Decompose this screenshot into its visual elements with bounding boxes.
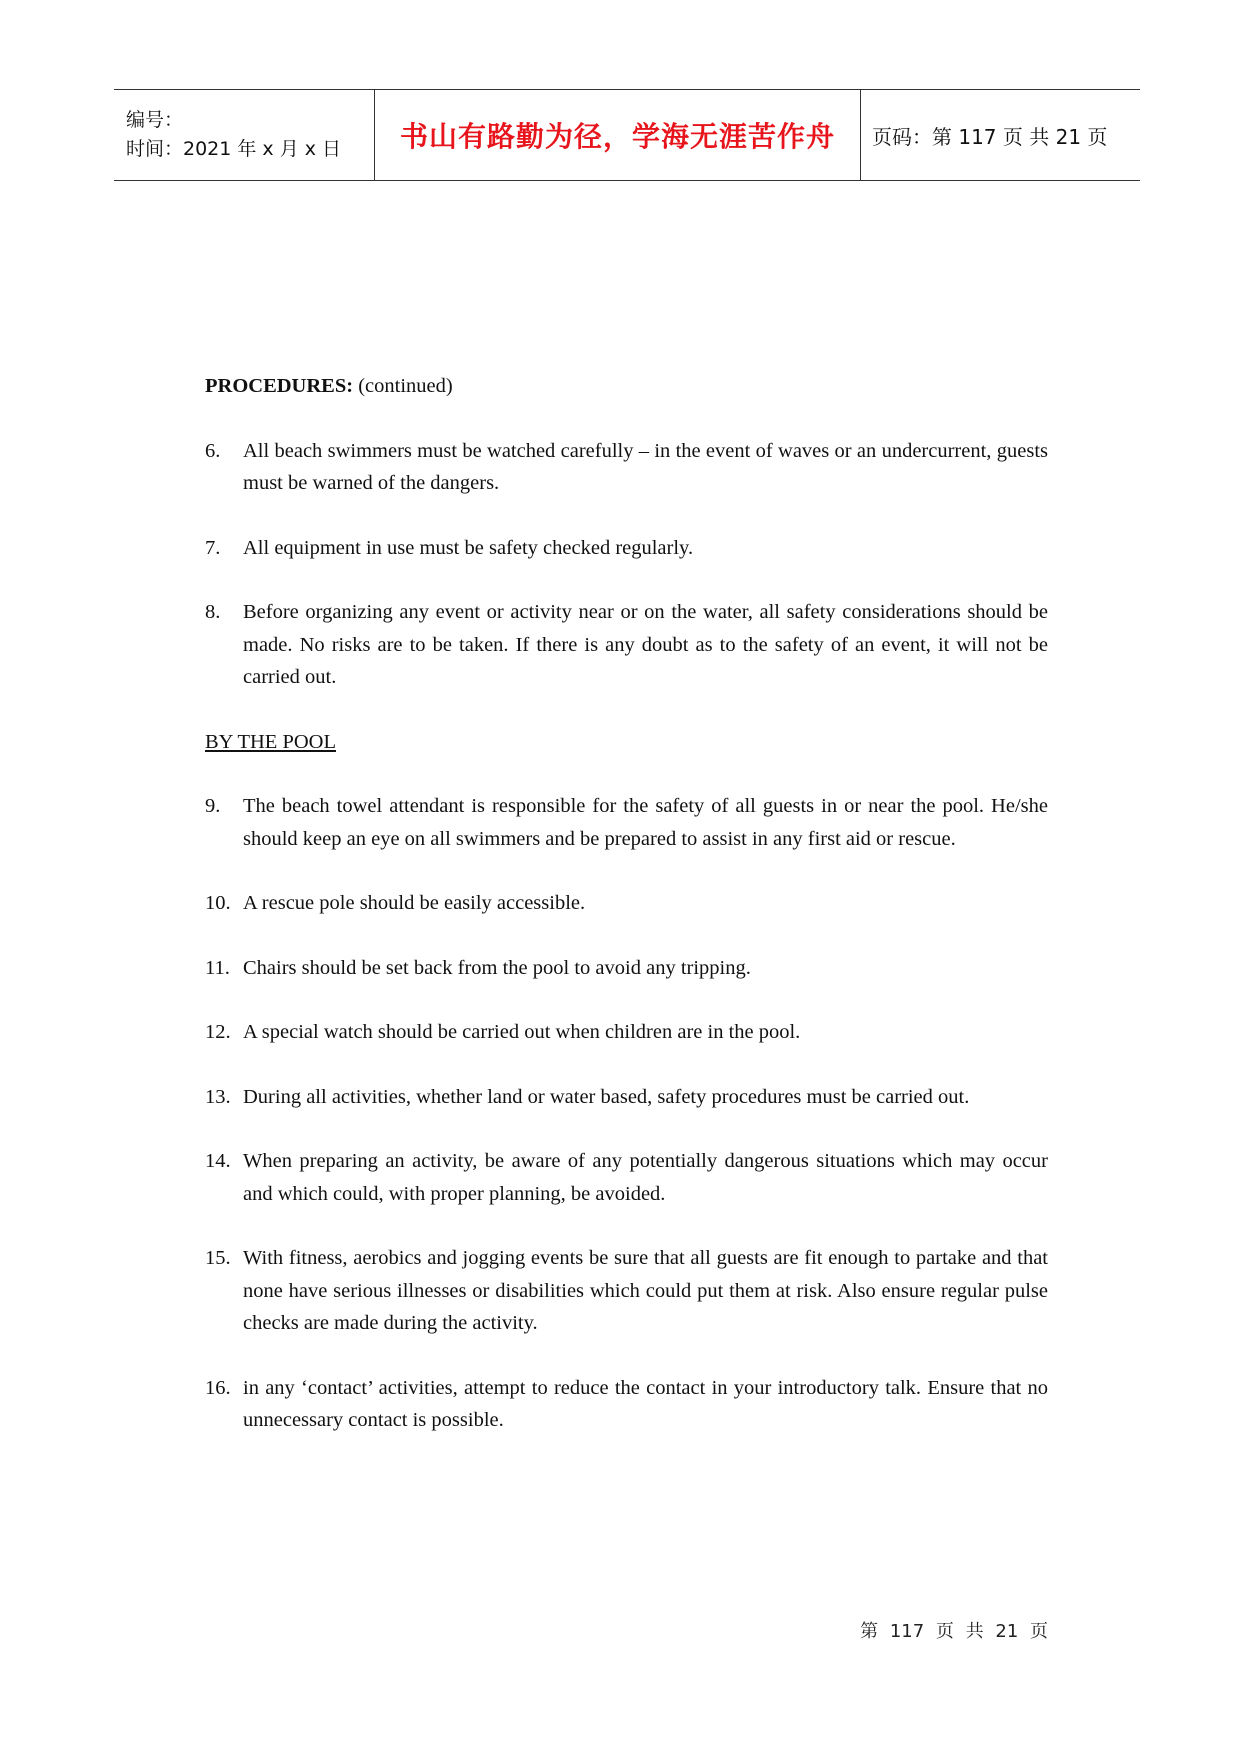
document-number-label: 编号： [126, 109, 184, 131]
list-item [205, 952, 1048, 985]
item-number: 7. [205, 536, 221, 559]
item-text: All equipment in use must be safety checked regularly. [243, 536, 694, 559]
item-number: 13. [205, 1085, 231, 1108]
item-text: A rescue pole should be easily accessible. [243, 892, 586, 914]
page-header [114, 89, 1140, 181]
page-footer: 第 117 页 共 21 页 [860, 1621, 1048, 1642]
header-page-cell [861, 90, 1140, 180]
list-item [205, 790, 1048, 855]
item-number: 9. [205, 795, 221, 817]
list-item [205, 532, 1048, 565]
list-item [205, 435, 1048, 500]
item-text: All beach swimmers must be watched carefully – in the event of waves or an undercurrent, guests must be warned of the dangers. [243, 439, 1048, 494]
list-item [205, 1242, 1048, 1340]
list-item [205, 1145, 1048, 1210]
item-text: When preparing an activity, be aware of any potentially dangerous situations which may occur and which could, with proper planning, be avoided. [243, 1150, 1048, 1205]
procedures-heading [205, 370, 1048, 403]
document-date-label: 时间：2021 年 x 月 x 日 [126, 138, 342, 160]
item-text: Before organizing any event or activity near or on the water, all safety considerations should be made. No risks are to be taken. If there is any doubt as to the safety of an event, it will not be carried out. [243, 601, 1048, 688]
list-item [205, 887, 1048, 920]
list-item [205, 1372, 1048, 1437]
list-item [205, 1081, 1048, 1114]
header-motto: 书山有路勤为径，学海无涯苦作舟 [399, 120, 835, 153]
list-item [205, 1016, 1048, 1049]
list-item [205, 596, 1048, 694]
item-text: With fitness, aerobics and jogging events be sure that all guests are fit enough to partake and that none have serious illnesses or disabilities which could put them at risk. Also ensure regular pulse checks are made during the activity. [243, 1247, 1048, 1334]
procedures-heading-rest: (continued) [353, 375, 453, 397]
header-motto-cell [375, 90, 861, 180]
item-number: 14. [205, 1150, 231, 1172]
header-info-cell [114, 90, 375, 180]
item-number: 8. [205, 601, 221, 623]
section-heading-pool: BY THE POOL [205, 730, 336, 753]
procedures-heading-bold: PROCEDURES: [205, 375, 354, 397]
item-text: The beach towel attendant is responsible for the safety of all guests in or near the pool. He/she should keep an eye on all swimmers and be prepared to assist in any first aid or rescue. [243, 795, 1048, 850]
item-number: 16. [205, 1376, 231, 1399]
item-text: A special watch should be carried out when children are in the pool. [243, 1021, 801, 1043]
document-body [205, 370, 1048, 1469]
item-number: 6. [205, 439, 221, 462]
item-number: 12. [205, 1021, 231, 1043]
item-text: During all activities, whether land or water based, safety procedures must be carried out. [243, 1085, 970, 1108]
header-page-info: 页码：第 117 页 共 21 页 [872, 124, 1108, 149]
item-number: 11. [205, 956, 230, 979]
item-text: Chairs should be set back from the pool to avoid any tripping. [243, 956, 751, 979]
item-text: in any ‘contact’ activities, attempt to reduce the contact in your introductory talk. Ensure that no unnecessary contact is possible. [243, 1376, 1048, 1431]
item-number: 15. [205, 1247, 231, 1269]
item-number: 10. [205, 892, 231, 914]
